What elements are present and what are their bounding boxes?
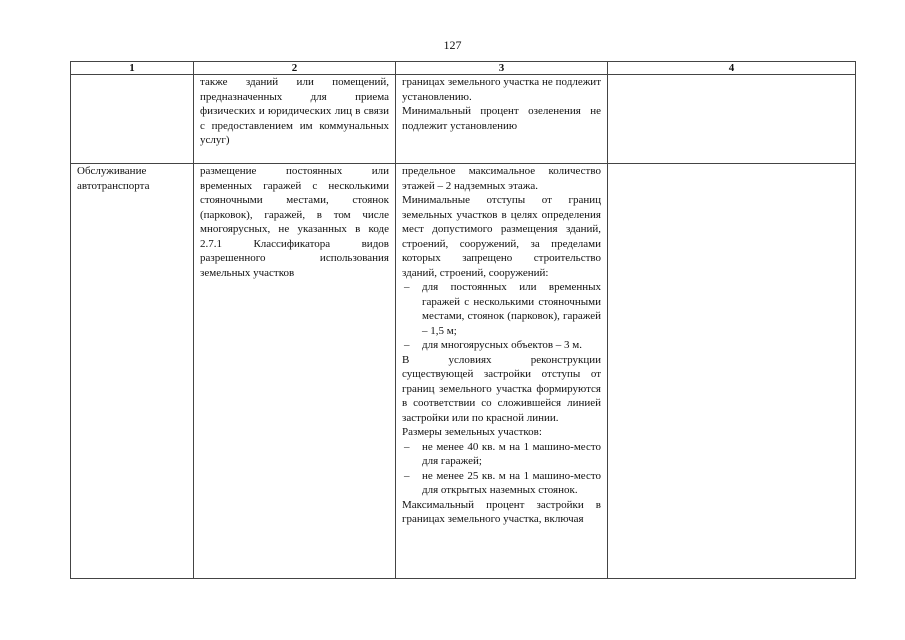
list-item: – для постоянных или временных гаражей с несколькими стояночными местами, стоянок (парковок), гаражей – 1,5 м;: [402, 280, 601, 338]
row2-col3-p4: Размеры земельных участков:: [402, 426, 542, 438]
row2-col3: [396, 164, 608, 579]
row2-col3-p5: Максимальный процент застройки в границах земельного участка, включая: [402, 498, 601, 525]
row1-col3-p2: Минимальный процент озеленения не подлежит установлению: [402, 105, 601, 132]
row2-col4: [608, 164, 856, 579]
row1-col2: [194, 75, 396, 164]
row1-col3-p1: границах земельного участка не подлежит установлению.: [402, 76, 601, 103]
list-item: – не менее 25 кв. м на 1 машино-место для открытых наземных стоянок.: [402, 469, 601, 498]
header-row: [71, 62, 856, 75]
list-item: – для многоярусных объектов – 3 м.: [402, 338, 601, 353]
row1-col3: [396, 75, 608, 164]
header-col-2: 2: [194, 62, 396, 75]
header-col-1: 1: [71, 62, 194, 75]
page-number: 127: [443, 38, 462, 52]
row2-col1: [71, 164, 194, 579]
setback-list: [402, 280, 601, 353]
row2-use-name: Обслуживание автотранспорта: [77, 165, 150, 192]
regulations-table: [70, 61, 856, 579]
row2-col3-p1: предельное максимальное количество этажей – 2 надземных этажа.: [402, 165, 601, 192]
list-item: – не менее 40 кв. м на 1 машино-место для гаражей;: [402, 440, 601, 469]
row2-col3-p3: В условиях реконструкции существующей застройки отступы от границ земельного участка формируются в соответствии со сложившейся линией застройки или по красной линии.: [402, 353, 601, 424]
header-col-4: 4: [608, 62, 856, 75]
plot-size-list: [402, 440, 601, 498]
table-row: [71, 164, 856, 579]
row2-col3-p2: Минимальные отступы от границ земельных участков в целях определения мест допустимого размещения зданий, строений, сооружений, за пределами которых запрещено строительство зданий, строений, сооружений:: [402, 194, 601, 279]
row1-col1: [71, 75, 194, 164]
table-row: [71, 75, 856, 164]
row1-col2-text: также зданий или помещений, предназначенных для приема физических и юридических лиц в связи с предоставлением им коммунальных услуг): [200, 76, 389, 146]
row2-col2-text: размещение постоянных или временных гаражей с несколькими стояночными местами, стоянок (парковок), гаражей, в том числе многоярусных, не указанных в коде 2.7.1 Классификатора видов разрешенного использования земельных участков: [200, 165, 389, 279]
row1-col4: [608, 75, 856, 164]
header-col-3: 3: [396, 62, 608, 75]
row2-col2: [194, 164, 396, 579]
